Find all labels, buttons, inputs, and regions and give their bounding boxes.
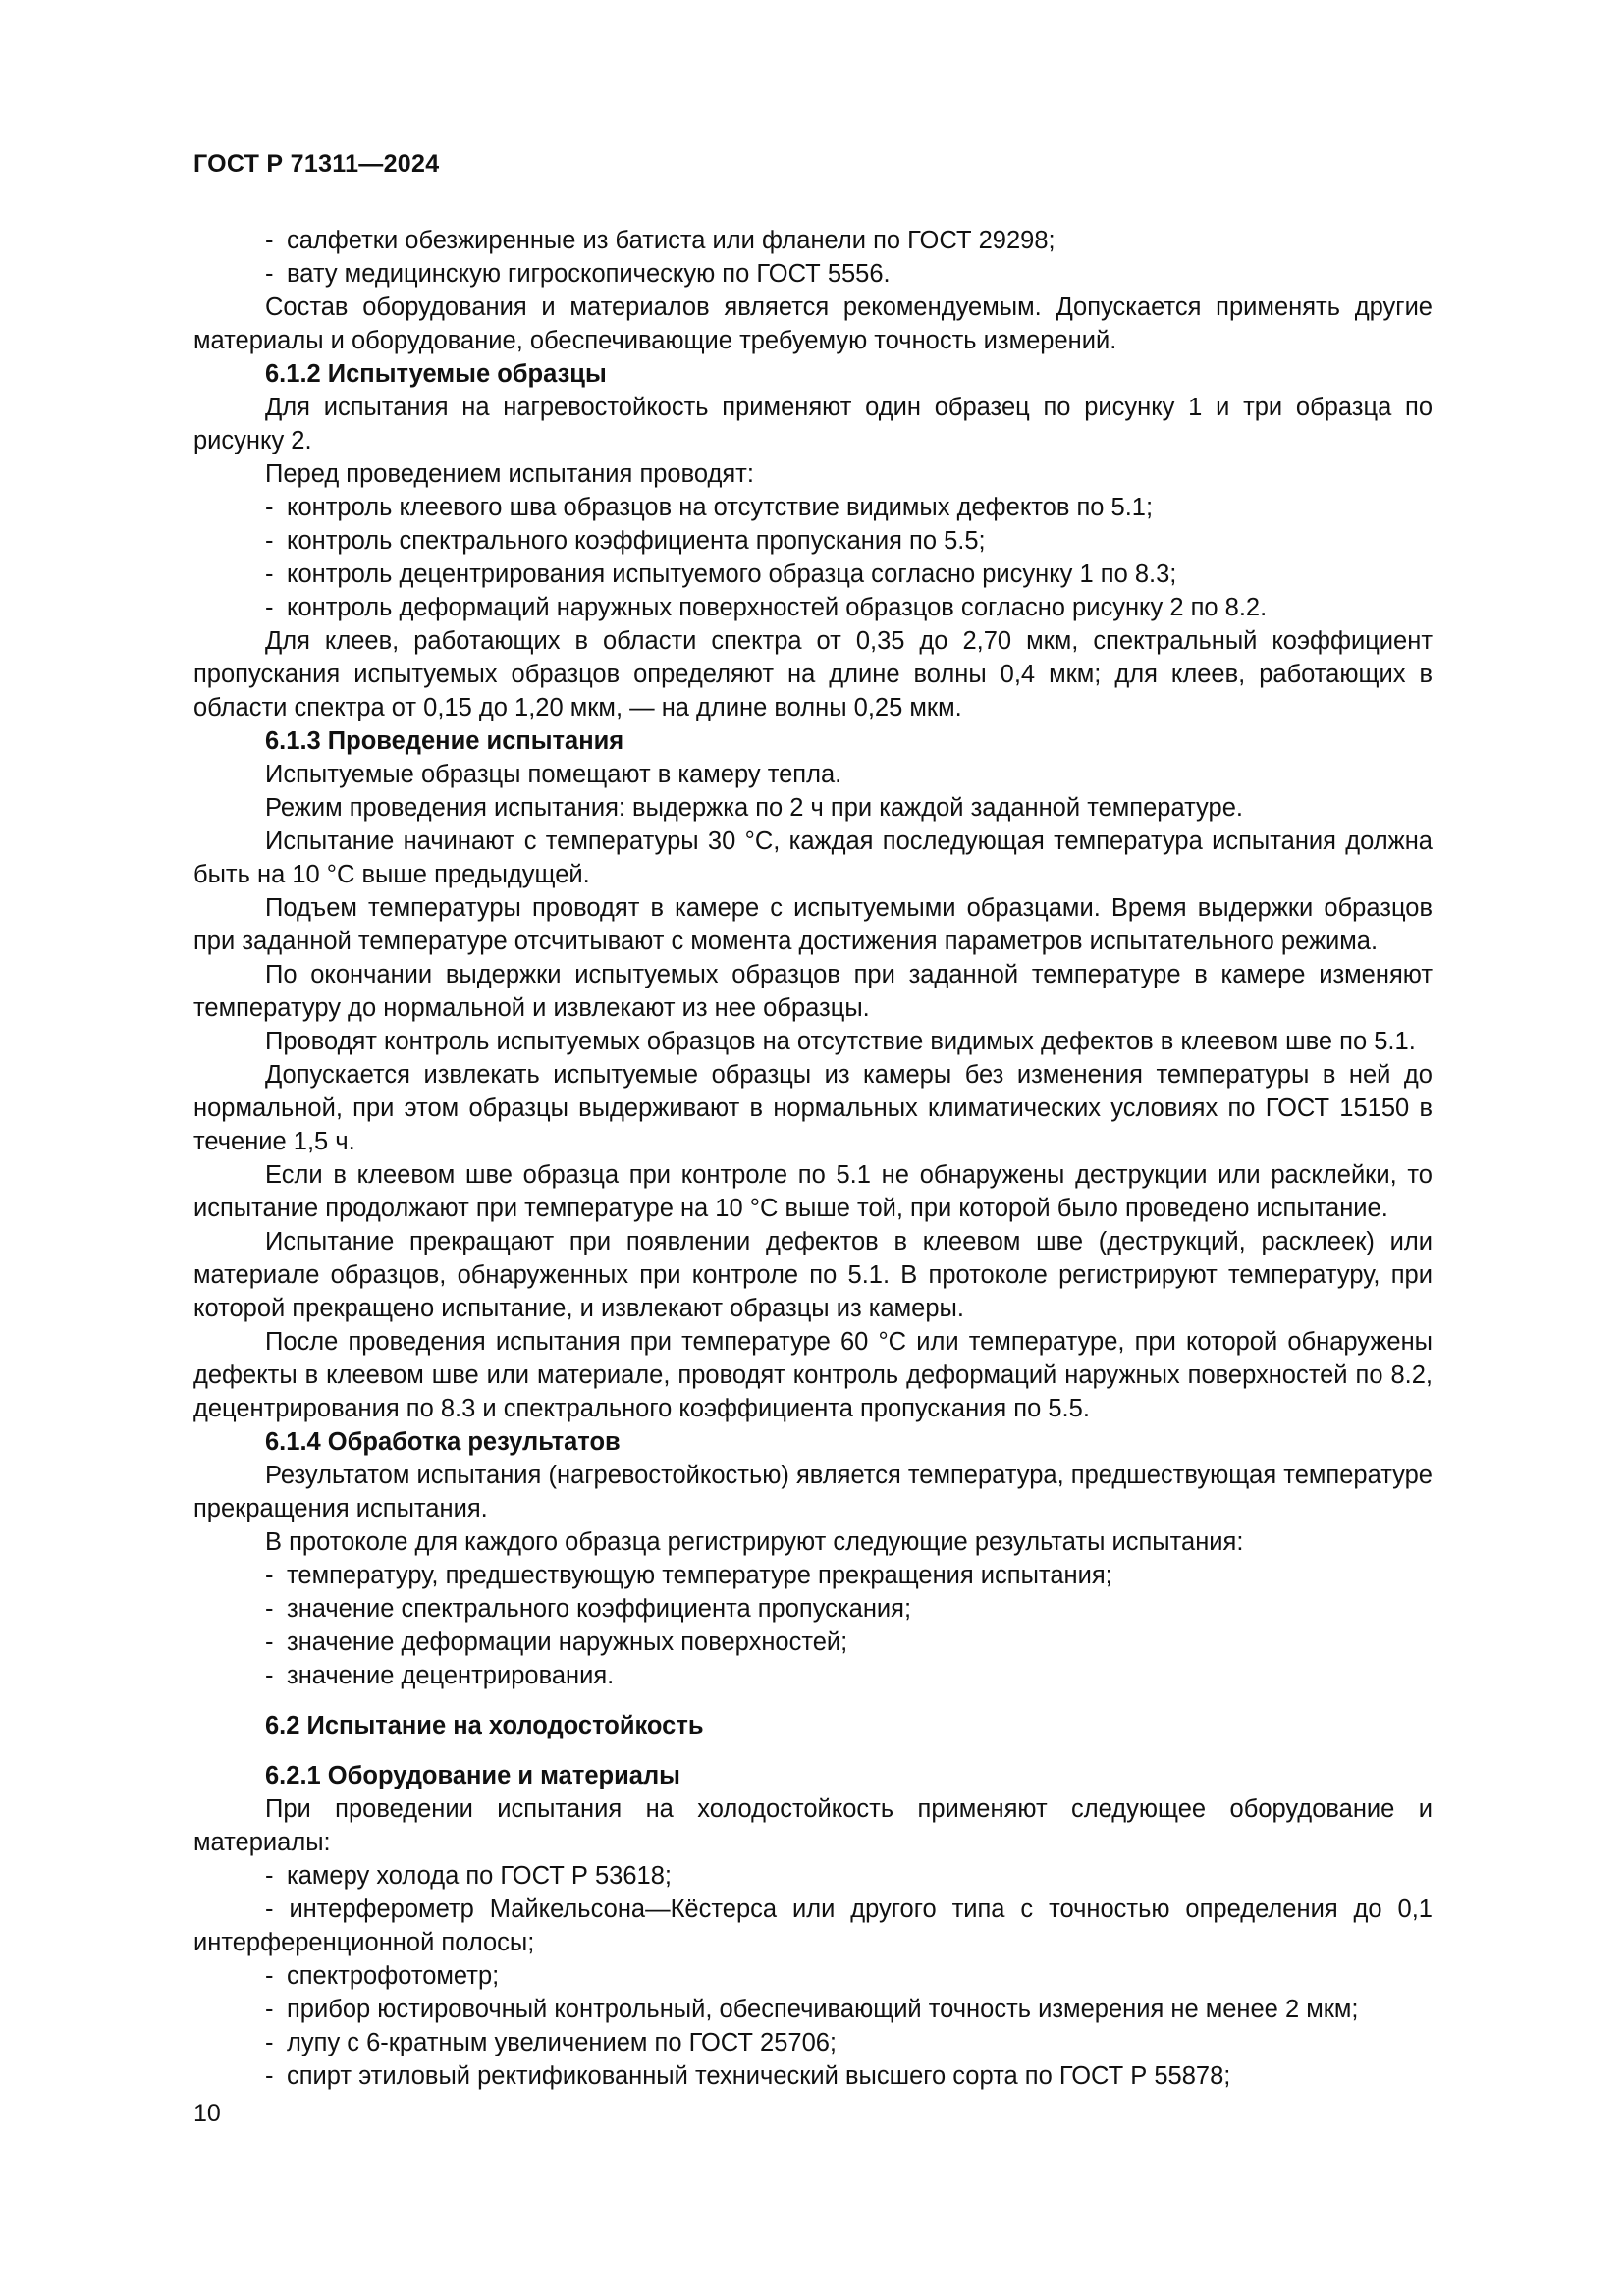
list-item-text: контроль деформаций наружных поверхностей образцов согласно рисунку 2 по 8.2.: [287, 594, 1268, 621]
paragraph: Для испытания на нагревостойкость применяют один образец по рисунку 1 и три образца по рисунку 2.: [193, 394, 1433, 454]
bullet-dash: -: [265, 494, 274, 521]
list-item-text: значение спектрального коэффициента пропускания;: [287, 1595, 912, 1623]
list-item: [193, 1993, 1433, 2026]
list-item-text: спектрофотометр;: [287, 1962, 500, 1990]
bullet-dash: -: [265, 527, 274, 555]
list-item-text: лупу с 6-кратным увеличением по ГОСТ 25706;: [287, 2029, 838, 2056]
paragraph: Испытание прекращают при появлении дефектов в клеевом шве (деструкций, расклеек) или материале образцов, обнаруженных при контроле по 5.1. В протоколе регистрируют температуру, при которой прекращено испытание, и извлекают образцы из камеры.: [193, 1228, 1433, 1322]
section-heading-6-1-4: 6.1.4 Обработка результатов: [265, 1428, 621, 1456]
list-item-wrapped: [193, 1893, 1433, 1959]
paragraph: Для клеев, работающих в области спектра от 0,35 до 2,70 мкм, спектральный коэффициент пропускания испытуемых образцов определяют на длине волны 0,4 мкм; для клеев, работающих в области спектра от 0,15 до 1,20 мкм, — на длине волны 0,25 мкм.: [193, 627, 1433, 721]
bullet-dash: -: [265, 260, 274, 288]
list-item: [193, 1559, 1433, 1592]
paragraph: В протоколе для каждого образца регистрируют следующие результаты испытания:: [265, 1528, 1244, 1556]
bullet-dash: -: [265, 1996, 274, 2023]
list-item-text: салфетки обезжиренные из батиста или фланели по ГОСТ 29298;: [287, 227, 1056, 254]
section-heading-6-1-3: 6.1.3 Проведение испытания: [265, 727, 624, 755]
paragraph: При проведении испытания на холодостойкость применяют следующее оборудование и материалы:: [193, 1795, 1433, 1856]
bullet-dash: -: [265, 1629, 274, 1656]
bullet-dash: -: [265, 594, 274, 621]
list-item-text: значение децентрирования.: [287, 1662, 615, 1689]
document-body: [193, 224, 1433, 2093]
bullet-dash: -: [265, 1896, 274, 1923]
list-item: [193, 1626, 1433, 1659]
bullet-dash: -: [265, 2062, 274, 2090]
list-item: [193, 2026, 1433, 2059]
section-heading-6-2-1: 6.2.1 Оборудование и материалы: [265, 1762, 680, 1789]
bullet-dash: -: [265, 1595, 274, 1623]
list-item: [193, 257, 1433, 291]
list-item: [193, 524, 1433, 558]
list-item: [193, 558, 1433, 591]
bullet-dash: -: [265, 2029, 274, 2056]
bullet-dash: -: [265, 227, 274, 254]
list-item: [193, 1659, 1433, 1692]
list-item-text: контроль децентрирования испытуемого образца согласно рисунку 1 по 8.3;: [287, 561, 1177, 588]
page-number: 10: [193, 2100, 221, 2127]
paragraph: Перед проведением испытания проводят:: [265, 460, 754, 488]
list-item: [193, 1959, 1433, 1993]
paragraph: Подъем температуры проводят в камере с испытуемыми образцами. Время выдержки образцов при заданной температуре отсчитывают с момента достижения параметров испытательного режима.: [193, 894, 1433, 955]
paragraph: Проводят контроль испытуемых образцов на отсутствие видимых дефектов в клеевом шве по 5.1.: [265, 1028, 1416, 1055]
paragraph: Состав оборудования и материалов является рекомендуемым. Допускается применять другие материалы и оборудование, обеспечивающие требуемую точность измерений.: [193, 294, 1433, 354]
bullet-dash: -: [265, 561, 274, 588]
list-item-text: контроль спектрального коэффициента пропускания по 5.5;: [287, 527, 986, 555]
paragraph: Результатом испытания (нагревостойкостью) является температура, предшествующая температуре прекращения испытания.: [193, 1462, 1433, 1522]
bullet-dash: -: [265, 1662, 274, 1689]
document-header-code: ГОСТ Р 71311—2024: [193, 150, 440, 178]
list-item: [193, 2059, 1433, 2093]
list-item: [193, 591, 1433, 624]
paragraph: По окончании выдержки испытуемых образцов при заданной температуре в камере изменяют температуру до нормальной и извлекают из нее образцы.: [193, 961, 1433, 1022]
bullet-dash: -: [265, 1562, 274, 1589]
paragraph: Испытуемые образцы помещают в камеру тепла.: [265, 761, 842, 788]
list-item: [193, 1592, 1433, 1626]
list-item-text: температуру, предшествующую температуре прекращения испытания;: [287, 1562, 1112, 1589]
list-item-text: интерферометр Майкельсона—Кёстерса или другого типа с точностью определения до 0,1 интерференционной полосы;: [193, 1896, 1433, 1956]
list-item-text: камеру холода по ГОСТ Р 53618;: [287, 1862, 672, 1890]
section-heading-6-2: 6.2 Испытание на холодостойкость: [265, 1712, 704, 1739]
bullet-dash: -: [265, 1862, 274, 1890]
paragraph: Если в клеевом шве образца при контроле по 5.1 не обнаружены деструкции или расклейки, то испытание продолжают при температуре на 10 °С выше той, при которой было проведено испытание.: [193, 1161, 1433, 1222]
paragraph: Испытание начинают с температуры 30 °С, каждая последующая температура испытания должна быть на 10 °С выше предыдущей.: [193, 828, 1433, 888]
paragraph: Режим проведения испытания: выдержка по 2 ч при каждой заданной температуре.: [265, 794, 1243, 822]
paragraph: Допускается извлекать испытуемые образцы из камеры без изменения температуры в ней до нормальной, при этом образцы выдерживают в нормальных климатических условиях по ГОСТ 15150 в течение 1,5 ч.: [193, 1061, 1433, 1155]
list-item-text: спирт этиловый ректификованный технический высшего сорта по ГОСТ Р 55878;: [287, 2062, 1231, 2090]
list-item-text: значение деформации наружных поверхностей;: [287, 1629, 848, 1656]
list-item-text: вату медицинскую гигроскопическую по ГОСТ 5556.: [287, 260, 891, 288]
paragraph: После проведения испытания при температуре 60 °С или температуре, при которой обнаружены дефекты в клеевом шве или материале, проводят контроль деформаций наружных поверхностей по 8.2, децентрирования по 8.3 и спектрального коэффициента пропускания по 5.5.: [193, 1328, 1433, 1422]
list-item-text: контроль клеевого шва образцов на отсутствие видимых дефектов по 5.1;: [287, 494, 1154, 521]
list-item-text: прибор юстировочный контрольный, обеспечивающий точность измерения не менее 2 мкм;: [287, 1996, 1359, 2023]
list-item: [193, 491, 1433, 524]
section-heading-6-1-2: 6.1.2 Испытуемые образцы: [265, 360, 607, 388]
list-item: [193, 224, 1433, 257]
list-item: [193, 1859, 1433, 1893]
bullet-dash: -: [265, 1962, 274, 1990]
